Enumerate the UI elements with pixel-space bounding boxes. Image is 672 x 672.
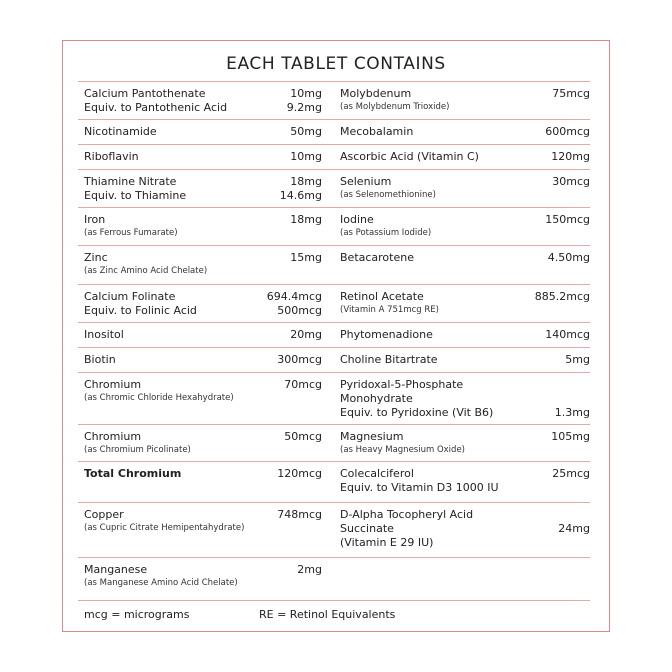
table-row xyxy=(78,348,590,373)
ingredient-amount xyxy=(552,467,590,481)
panel-title: EACH TABLET CONTAINS xyxy=(226,54,446,74)
amount-value: 70mcg xyxy=(284,378,322,391)
table-row xyxy=(78,285,590,323)
ingredient-name xyxy=(340,251,414,265)
ingredient-cell xyxy=(334,373,590,424)
amount-value: 748mcg xyxy=(277,508,322,521)
amount-value: 120mg xyxy=(551,150,590,163)
amount-value: 24mg xyxy=(558,522,590,535)
ingredient-cell xyxy=(334,208,590,245)
amount-value: 20mg xyxy=(290,328,322,341)
ingredient-amount xyxy=(277,508,322,522)
ingredient-amount xyxy=(290,125,322,139)
table-row xyxy=(78,425,590,462)
ingredient-cell xyxy=(334,170,590,207)
ingredient-name xyxy=(340,467,499,495)
ingredient-cell xyxy=(334,323,590,347)
ingredient-name xyxy=(84,175,186,203)
ingredient-name xyxy=(340,430,465,456)
ingredient-name xyxy=(340,353,438,367)
footnote-re: RE = Retinol Equivalents xyxy=(259,608,396,621)
ingredient-name xyxy=(84,213,178,239)
ingredient-source-note: (as Chromium Picolinate) xyxy=(84,445,191,455)
ingredient-amount xyxy=(551,150,590,164)
ingredient-cell xyxy=(334,503,590,557)
ingredient-source-note: (as Ferrous Fumarate) xyxy=(84,228,178,238)
ingredient-name xyxy=(340,150,479,164)
ingredient-name-line: Selenium xyxy=(340,175,392,188)
ingredient-name xyxy=(84,378,234,404)
ingredient-amount xyxy=(290,328,322,342)
ingredient-amount xyxy=(535,290,590,304)
ingredient-cell xyxy=(78,82,334,119)
ingredient-name xyxy=(340,125,413,139)
ingredient-source-note: (as Heavy Magnesium Oxide) xyxy=(340,445,465,455)
ingredient-name-line: Inositol xyxy=(84,328,124,341)
ingredient-amount xyxy=(555,378,590,420)
table-row xyxy=(78,145,590,170)
amount-value: 18mg xyxy=(290,175,322,188)
amount-value: 14.6mg xyxy=(279,189,322,202)
ingredient-cell xyxy=(78,323,334,347)
ingredient-amount xyxy=(552,175,590,189)
ingredient-name xyxy=(84,125,157,139)
amount-value: 4.50mg xyxy=(547,251,590,264)
table-row xyxy=(78,208,590,246)
ingredient-name-line: D-Alpha Tocopheryl Acid xyxy=(340,508,474,521)
supplement-facts-panel xyxy=(62,40,610,632)
ingredient-name xyxy=(340,175,436,201)
footnotes xyxy=(78,601,590,631)
ingredient-amount xyxy=(284,378,322,392)
amount-value xyxy=(587,392,591,406)
amount-value: 75mcg xyxy=(552,87,590,100)
ingredient-name-line: Thiamine Nitrate xyxy=(84,175,177,188)
table-row xyxy=(78,503,590,558)
ingredient-amount xyxy=(277,353,322,367)
ingredient-amount xyxy=(545,213,590,227)
ingredient-name-line: Magnesium xyxy=(340,430,404,443)
ingredient-amount xyxy=(297,563,322,577)
ingredient-cell xyxy=(78,285,334,322)
amount-value xyxy=(587,378,591,392)
amount-value: 1.3mg xyxy=(554,406,590,419)
amount-value: 694.4mcg xyxy=(266,290,322,303)
ingredient-name-line: Riboflavin xyxy=(84,150,139,163)
ingredient-amount xyxy=(290,213,322,227)
ingredient-cell xyxy=(78,348,334,372)
ingredient-amount xyxy=(558,508,590,550)
footnote-mcg: mcg = micrograms xyxy=(84,608,190,621)
table-row xyxy=(78,373,590,425)
ingredient-source-note: (as Zinc Amino Acid Chelate) xyxy=(84,266,208,276)
ingredient-name xyxy=(84,251,207,277)
ingredient-name-line: Calcium Folinate xyxy=(84,290,176,303)
ingredient-cell xyxy=(78,145,334,169)
ingredient-cell xyxy=(334,246,590,284)
ingredient-amount xyxy=(287,87,322,115)
amount-value: 10mg xyxy=(290,87,322,100)
ingredient-cell xyxy=(78,503,334,557)
ingredient-source-note: (as Cupric Citrate Hemipentahydrate) xyxy=(84,523,245,533)
ingredient-cell xyxy=(334,285,590,322)
ingredient-name-line: Retinol Acetate xyxy=(340,290,424,303)
ingredient-cell xyxy=(334,120,590,144)
ingredient-name xyxy=(84,87,227,115)
ingredient-cell xyxy=(78,246,334,284)
ingredient-name-line: Equiv. to Pantothenic Acid xyxy=(84,101,228,114)
ingredient-amount xyxy=(290,150,322,164)
ingredient-cell xyxy=(78,170,334,207)
amount-value: 300mcg xyxy=(277,353,322,366)
ingredient-amount xyxy=(284,430,322,444)
table-row xyxy=(78,170,590,208)
ingredient-amount xyxy=(280,175,322,203)
ingredient-name xyxy=(84,508,244,534)
ingredient-source-note: (as Selenomethionine) xyxy=(340,190,436,200)
ingredient-name xyxy=(84,328,124,342)
ingredient-name-line: Pyridoxal-5-Phosphate xyxy=(340,378,464,391)
amount-value: 9.2mg xyxy=(286,101,322,114)
ingredient-name xyxy=(84,563,238,589)
ingredient-name-line: Choline Bitartrate xyxy=(340,353,438,366)
amount-value: 500mcg xyxy=(277,304,322,317)
ingredient-cell xyxy=(78,425,334,461)
ingredient-amount xyxy=(551,430,590,444)
table-row xyxy=(78,323,590,348)
ingredient-name-line: Ascorbic Acid (Vitamin C) xyxy=(340,150,479,163)
amount-value: 10mg xyxy=(290,150,322,163)
amount-value: 600mcg xyxy=(545,125,590,138)
amount-value xyxy=(587,536,591,550)
table-row xyxy=(78,246,590,285)
amount-value: 30mcg xyxy=(552,175,590,188)
amount-value xyxy=(587,508,591,522)
ingredient-cell xyxy=(78,558,334,600)
ingredient-amount xyxy=(290,251,322,265)
table-row xyxy=(78,558,590,601)
amount-value: 140mcg xyxy=(545,328,590,341)
amount-value: 885.2mcg xyxy=(534,290,590,303)
ingredient-source-note: (Vitamin A 751mcg RE) xyxy=(340,305,439,315)
ingredient-amount xyxy=(552,87,590,101)
ingredient-name-line: Iodine xyxy=(340,213,374,226)
ingredient-name xyxy=(84,430,191,456)
ingredient-name xyxy=(340,87,449,113)
ingredient-name xyxy=(84,467,181,481)
amount-value: 120mcg xyxy=(277,467,322,480)
ingredient-source-note: (as Potassium Iodide) xyxy=(340,228,432,238)
ingredient-name-line: Chromium xyxy=(84,378,142,391)
ingredient-cell xyxy=(78,208,334,245)
ingredient-name xyxy=(84,150,139,164)
ingredient-amount xyxy=(545,328,590,342)
ingredient-name-line: Succinate xyxy=(340,522,394,535)
amount-value: 50mg xyxy=(290,125,322,138)
ingredient-cell xyxy=(334,348,590,372)
ingredient-name xyxy=(340,213,431,239)
amount-value: 50mcg xyxy=(284,430,322,443)
ingredient-name-line: Manganese xyxy=(84,563,148,576)
amount-value: 15mg xyxy=(290,251,322,264)
ingredient-name-line: Equiv. to Vitamin D3 1000 IU xyxy=(340,481,499,494)
amount-value: 25mcg xyxy=(552,467,590,480)
ingredient-name-line: Monohydrate xyxy=(340,392,413,405)
ingredient-cell xyxy=(334,82,590,119)
ingredient-cell xyxy=(334,145,590,169)
ingredient-name-line: Total Chromium xyxy=(84,467,182,480)
ingredient-name-line: Molybdenum xyxy=(340,87,412,100)
table-row xyxy=(78,120,590,145)
ingredient-name-line: Biotin xyxy=(84,353,116,366)
ingredient-cell xyxy=(334,425,590,461)
ingredient-name-line: Colecalciferol xyxy=(340,467,414,480)
amount-value: 150mcg xyxy=(545,213,590,226)
ingredient-name xyxy=(84,353,116,367)
ingredient-cell xyxy=(334,558,590,600)
ingredient-cell xyxy=(78,120,334,144)
ingredient-name-line: Mecobalamin xyxy=(340,125,414,138)
ingredient-name xyxy=(340,290,439,316)
ingredient-name-line: Equiv. to Thiamine xyxy=(84,189,187,202)
ingredient-name-line: Equiv. to Folinic Acid xyxy=(84,304,197,317)
ingredient-cell xyxy=(78,373,334,424)
ingredient-name-line: Phytomenadione xyxy=(340,328,433,341)
amount-value: 5mg xyxy=(565,353,590,366)
table-row xyxy=(78,462,590,503)
amount-value: 105mg xyxy=(551,430,590,443)
ingredient-name xyxy=(84,290,197,318)
ingredient-name xyxy=(340,378,493,420)
ingredient-name-line: Iron xyxy=(84,213,106,226)
ingredient-source-note: (as Manganese Amino Acid Chelate) xyxy=(84,578,238,588)
ingredient-name-line: Calcium Pantothenate xyxy=(84,87,206,100)
ingredient-source-note: (as Chromic Chloride Hexahydrate) xyxy=(84,393,234,403)
amount-value: 2mg xyxy=(297,563,322,576)
ingredients-table xyxy=(78,81,590,631)
ingredient-name-line: (Vitamin E 29 IU) xyxy=(340,536,434,549)
ingredient-amount xyxy=(545,125,590,139)
ingredient-name xyxy=(340,508,473,550)
ingredient-name-line: Betacarotene xyxy=(340,251,414,264)
ingredient-amount xyxy=(277,467,322,481)
ingredient-name-line: Nicotinamide xyxy=(84,125,157,138)
ingredient-name-line: Zinc xyxy=(84,251,108,264)
table-row xyxy=(78,82,590,120)
ingredient-amount xyxy=(548,251,590,265)
ingredient-name xyxy=(340,328,433,342)
ingredient-cell xyxy=(78,462,334,502)
ingredient-source-note: (as Molybdenum Trioxide) xyxy=(340,102,450,112)
ingredient-name-line: Copper xyxy=(84,508,124,521)
ingredient-amount xyxy=(267,290,322,318)
ingredient-cell xyxy=(334,462,590,502)
amount-value: 18mg xyxy=(290,213,322,226)
ingredient-name-line: Chromium xyxy=(84,430,142,443)
ingredient-amount xyxy=(565,353,590,367)
ingredient-name-line: Equiv. to Pyridoxine (Vit B6) xyxy=(340,406,494,419)
